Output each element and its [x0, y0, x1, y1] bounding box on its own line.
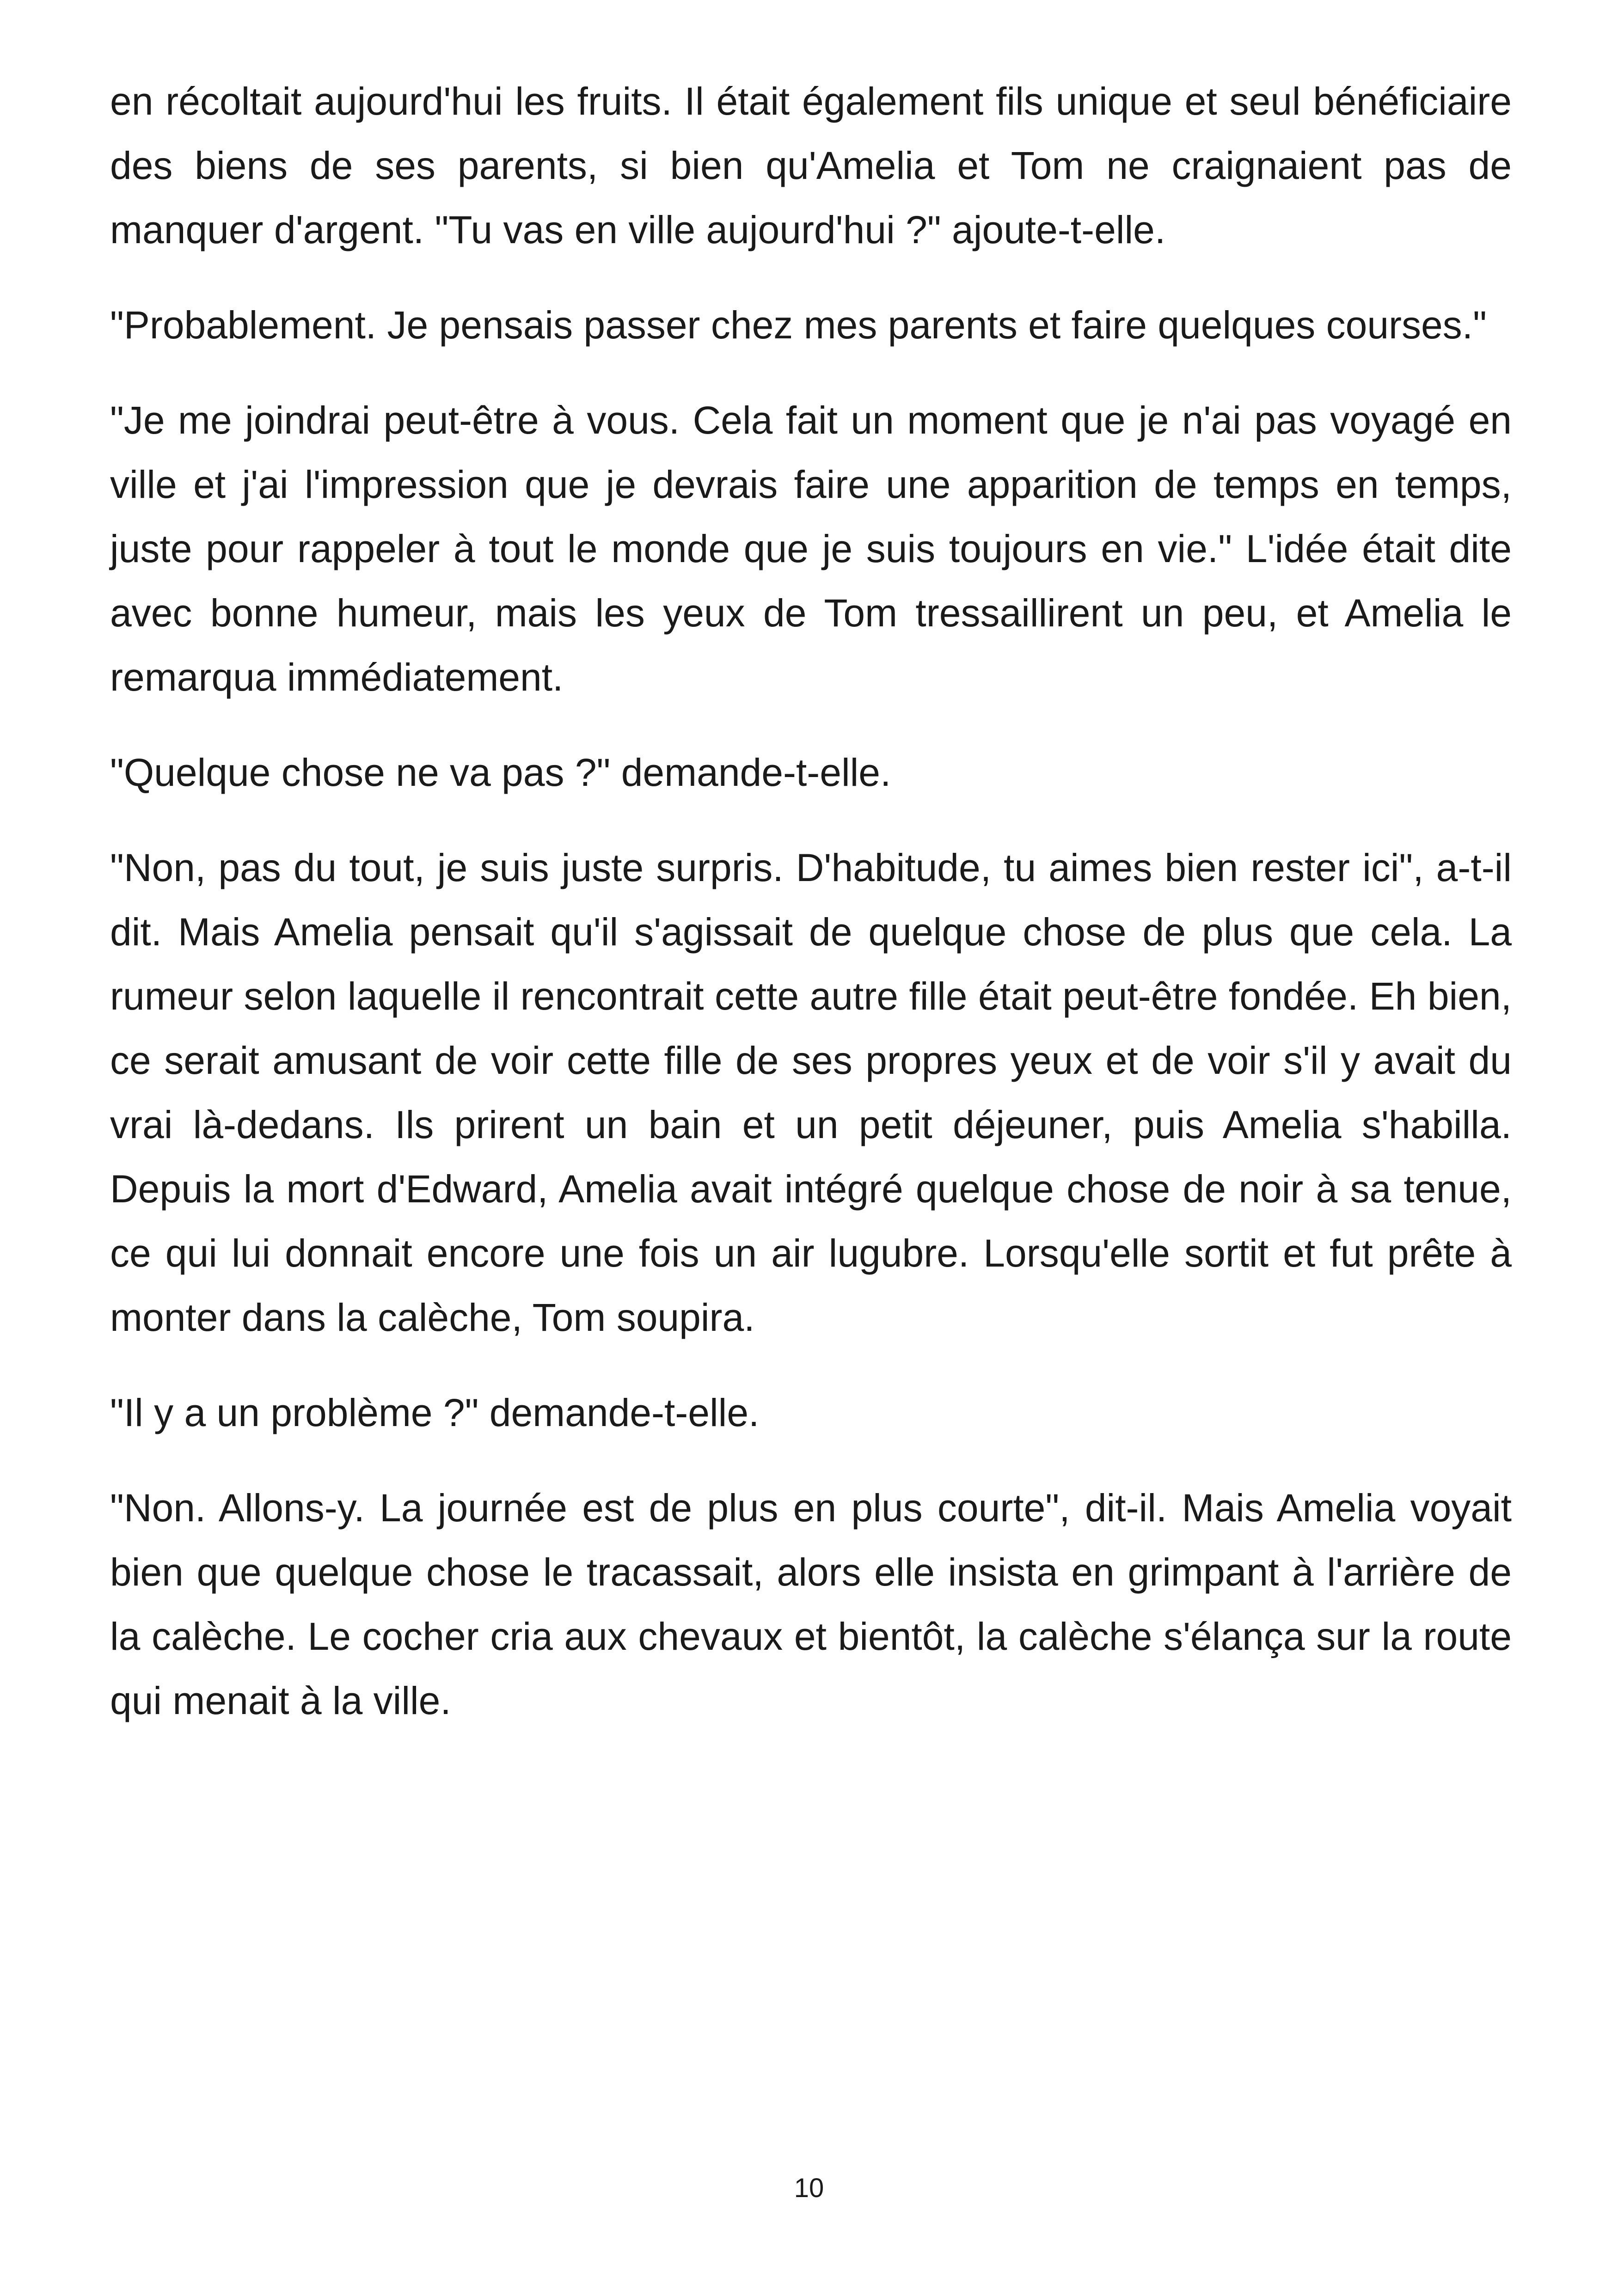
paragraph: "Je me joindrai peut-être à vous. Cela fait un moment que je n'ai pas voyagé en ville et j'ai l'impression que je devrais faire une apparition de temps en temps, juste pour rappeler à tout le monde que je suis toujours en vie." L'idée était dite avec bonne humeur, mais les yeux de Tom tressaillirent un peu, et Amelia le remarqua immédiatement. [110, 398, 1512, 699]
paragraph: "Quelque chose ne va pas ?" demande-t-elle. [110, 751, 891, 794]
paragraph: "Non, pas du tout, je suis juste surpris. D'habitude, tu aimes bien rester ici", a-t-il dit. Mais Amelia pensait qu'il s'agissait de quelque chose de plus que cela. La rumeur selon laquelle il rencontrait cette autre fille était peut-être fondée. Eh bien, ce serait amusant de voir cette fille de ses propres yeux et de voir s'il y avait du vrai là-dedans. Ils prirent un bain et un petit déjeuner, puis Amelia s'habilla. Depuis la mort d'Edward, Amelia avait intégré quelque chose de noir à sa tenue, ce qui lui donnait encore une fois un air lugubre. Lorsqu'elle sortit et fut prête à monter dans la calèche, Tom soupira. [110, 846, 1512, 1339]
paragraph: "Il y a un problème ?" demande-t-elle. [110, 1391, 760, 1434]
paragraph: "Non. Allons-y. La journée est de plus en plus courte", dit-il. Mais Amelia voyait bien que quelque chose le tracassait, alors elle insista en grimpant à l'arrière de la calèche. Le cocher cria aux chevaux et bientôt, la calèche s'élança sur la route qui menait à la ville. [110, 1486, 1512, 1722]
body-text [110, 69, 1512, 1764]
page-number: 10 [794, 2173, 824, 2203]
paragraph: en récoltait aujourd'hui les fruits. Il était également fils unique et seul bénéficiaire des biens de ses parents, si bien qu'Amelia et Tom ne craignaient pas de manquer d'argent. "Tu vas en ville aujourd'hui ?" ajoute-t-elle. [110, 80, 1512, 251]
paragraph: "Probablement. Je pensais passer chez mes parents et faire quelques courses." [110, 303, 1487, 347]
